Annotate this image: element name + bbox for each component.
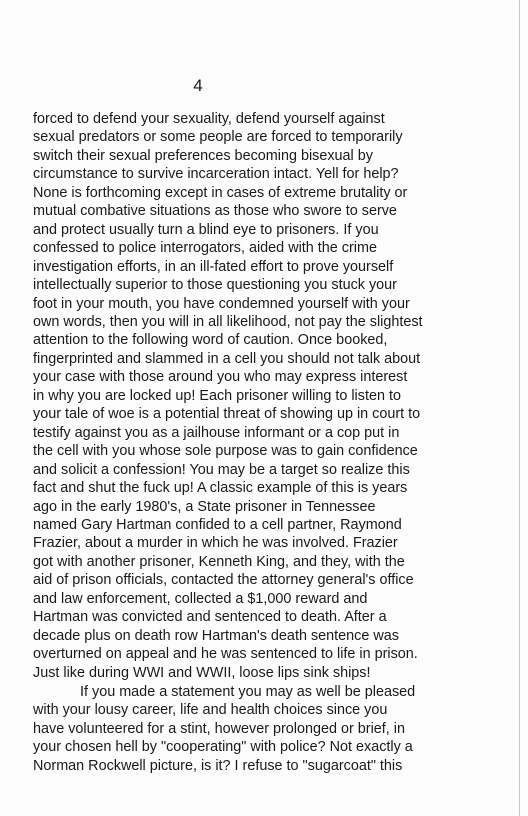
page-edge-divider bbox=[519, 0, 520, 816]
text-line: switch their sexual preferences becoming bisexual by bbox=[33, 147, 373, 164]
text-line: confessed to police interrogators, aided with the crime bbox=[33, 240, 377, 257]
text-line: your case with those around you who may express interest bbox=[33, 369, 408, 386]
text-line: and law enforcement, collected a $1,000 reward and bbox=[33, 590, 368, 607]
text-line: in why you are locked up! Each prisoner willing to listen to bbox=[33, 387, 401, 404]
text-line: fingerprinted and slammed in a cell you should not talk about bbox=[33, 350, 421, 367]
text-line: your chosen hell by "cooperating" with police? Not exactly a bbox=[33, 739, 413, 756]
text-line: own words, then you will in all likelihood, not pay the slightest bbox=[33, 313, 423, 330]
text-line: Frazier, about a murder in which he was involved. Frazier bbox=[33, 535, 398, 552]
text-line: the cell with you whose sole purpose was to gain confidence bbox=[33, 443, 418, 460]
text-line: Hartman was convicted and sentenced to death. After a bbox=[33, 609, 387, 626]
text-line: circumstance to survive incarceration intact. Yell for help? bbox=[33, 166, 399, 183]
text-line: Norman Rockwell picture, is it? I refuse to "sugarcoat" this bbox=[33, 757, 403, 774]
text-line: Just like during WWI and WWII, loose lips sink ships! bbox=[33, 664, 371, 681]
text-line: attention to the following word of caution. Once booked, bbox=[33, 332, 388, 349]
text-line: overturned on appeal and he was sentenced to life in prison. bbox=[33, 646, 418, 663]
text-line: fact and shut the fuck up! A classic example of this is years bbox=[33, 480, 408, 497]
page-number: 4 bbox=[193, 76, 203, 95]
text-line: your tale of woe is a potential threat of showing up in court to bbox=[33, 406, 421, 423]
text-line: forced to defend your sexuality, defend yourself against bbox=[33, 111, 385, 127]
text-line: ago in the early 1980's, a State prisoner in Tennessee bbox=[33, 498, 376, 515]
text-line: aid of prison officials, contacted the attorney general's office bbox=[33, 572, 414, 589]
text-line: got with another prisoner, Kenneth King, and they, with the bbox=[33, 553, 405, 570]
text-line: testify against you as a jailhouse informant or a cop put in bbox=[33, 424, 400, 441]
text-line: named Gary Hartman confided to a cell partner, Raymond bbox=[33, 516, 402, 533]
text-line: sexual predators or some people are forced to temporarily bbox=[33, 129, 403, 146]
text-line: intellectually superior to those questioning you stuck your bbox=[33, 277, 397, 294]
text-line: have volunteered for a stint, however prolonged or brief, in bbox=[33, 720, 405, 737]
text-line: None is forthcoming except in cases of extreme brutality or bbox=[33, 184, 408, 201]
text-line: foot in your mouth, you have condemned yourself with your bbox=[33, 295, 410, 312]
text-line: and solicit a confession! You may be a target so realize this bbox=[33, 461, 410, 478]
body-paragraph-2 bbox=[33, 683, 416, 775]
body-paragraph-1 bbox=[33, 110, 423, 682]
text-line: with your lousy career, life and health choices since you bbox=[33, 702, 388, 719]
text-line: and protect usually turn a blind eye to prisoners. If you bbox=[33, 221, 379, 238]
text-line: decade plus on death row Hartman's death sentence was bbox=[33, 627, 399, 644]
text-line: mutual combative situations as those who swore to serve bbox=[33, 203, 397, 220]
text-line: investigation efforts, in an ill-fated effort to prove yourself bbox=[33, 258, 394, 275]
text-line: If you made a statement you may as well be pleased bbox=[80, 684, 416, 700]
